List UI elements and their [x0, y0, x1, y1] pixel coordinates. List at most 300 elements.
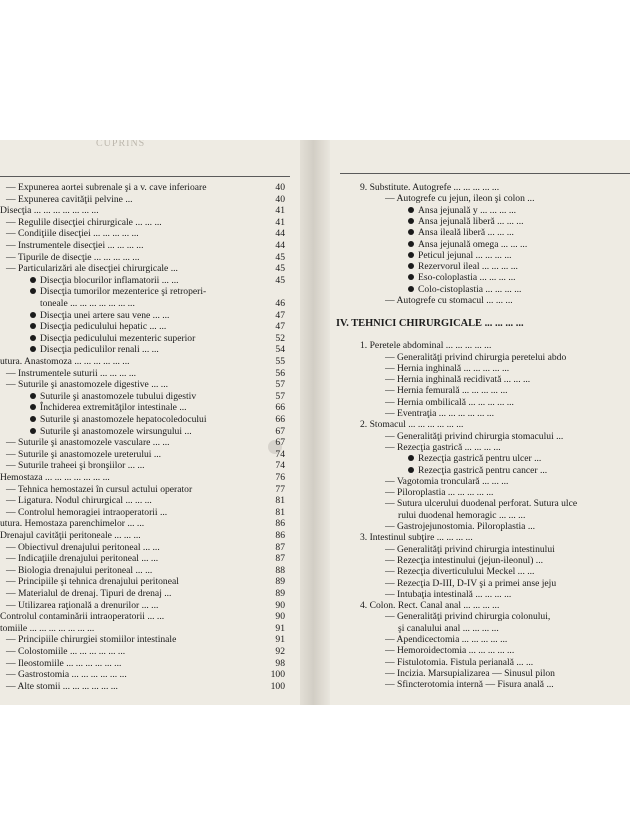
toc-entry-text: Disecţia blocurilor inflamatorii ... ... [40, 274, 179, 286]
toc-entry [30, 426, 285, 438]
toc-entry-text: 3. Intestinul subţire ... ... ... ... [360, 532, 473, 544]
toc-entry [0, 623, 285, 635]
toc-entry [408, 239, 630, 251]
toc-entry-text: — Suturile şi anastomozele ureterului ... [6, 448, 162, 460]
toc-entry-title [408, 261, 518, 273]
toc-entry-text: Drenajul cavităţii peritoneale ... ... ... [0, 530, 141, 541]
toc-entry [385, 645, 630, 657]
toc-entry [6, 646, 285, 658]
toc-entry-title [385, 611, 550, 623]
toc-entry-title [385, 295, 513, 307]
toc-entry-title [6, 240, 143, 252]
toc-entry-text: Ansa jejunală y ... ... ... ... [418, 204, 517, 216]
toc-entry-title [30, 275, 179, 287]
toc-entry [6, 252, 285, 264]
toc-entry-title [6, 588, 171, 600]
toc-entry [408, 216, 630, 228]
toc-entry-text: — Ligatura. Nodul chirurgical ... ... ... [6, 495, 152, 507]
toc-entry [30, 391, 285, 403]
toc-entry [385, 476, 630, 488]
toc-entry-title [0, 356, 130, 368]
toc-entry-title [6, 634, 176, 646]
toc-entry-text: Suturile şi anastomozele tubului digestiv [40, 390, 197, 402]
toc-entry [385, 679, 630, 691]
toc-entry [6, 368, 285, 380]
toc-entry [408, 272, 630, 284]
toc-entry-text: — Generalităţi privind chirurgia peretelui abdo [385, 351, 567, 363]
toc-entry-title [385, 578, 556, 590]
toc-page-number: 66 [275, 414, 285, 425]
toc-entry-title [408, 239, 527, 251]
toc-entry [398, 623, 630, 635]
toc-entry-title [408, 465, 547, 477]
toc-entry-title [6, 576, 179, 588]
toc-entry-title [385, 487, 493, 499]
toc-page-number: 55 [275, 356, 285, 367]
toc-page-number: 41 [275, 205, 285, 217]
toc-entry-text: 2. Stomacul ... ... ... ... ... ... [360, 419, 464, 431]
toc-entry [6, 542, 285, 554]
toc-entry-title [6, 681, 118, 693]
toc-page-number: 44 [275, 228, 285, 240]
toc-entry-text: Eso-coloplastia ... ... ... ... [418, 272, 516, 284]
toc-entry-text: — Hernia ombilicală ... ... ... ... ... [385, 396, 514, 408]
toc-entry [408, 227, 630, 239]
toc-entry-text: — Suturile şi anastomozele digestive ... ... [6, 379, 168, 391]
bullet-icon [408, 286, 414, 292]
bullet-icon [408, 455, 414, 461]
toc-page-number: 66 [275, 402, 285, 414]
toc-entry-title [30, 333, 195, 345]
toc-page-number: 88 [275, 564, 285, 576]
toc-entry-title [6, 194, 133, 206]
toc-entry [385, 408, 630, 420]
bullet-icon [408, 241, 414, 247]
toc-entry-text: Rezecţia gastrică pentru cancer ... [418, 464, 548, 476]
toc-entry [6, 484, 285, 496]
toc-entry-text: — Hernia femurală ... ... ... ... ... [385, 385, 508, 397]
toc-entry [385, 295, 630, 307]
toc-entry-title [408, 272, 516, 284]
toc-entry [360, 600, 630, 612]
toc-entry-title [408, 250, 512, 262]
ink-smudge [268, 440, 282, 454]
toc-entry-text: — Autogrefe cu jejun, ileon şi colon ... [385, 193, 535, 205]
toc-entry-title [408, 227, 514, 239]
toc-entry-title [0, 472, 110, 484]
toc-entry [6, 240, 285, 252]
toc-entry-title [30, 391, 196, 403]
toc-entry [385, 589, 630, 601]
toc-entry-text: — Gastrojejunostomia. Piloroplastia ... [385, 521, 536, 532]
toc-entry [408, 261, 630, 273]
toc-entry [408, 205, 630, 217]
toc-entry-title [385, 668, 555, 680]
toc-page-number: 45 [275, 274, 285, 286]
toc-page-number: 54 [275, 344, 285, 356]
toc-entry-title [6, 669, 127, 681]
toc-entry-title [408, 284, 521, 296]
toc-entry [30, 275, 285, 287]
toc-entry [6, 495, 285, 507]
toc-entry-text: Disecţia pediculilor renali ... ... [40, 344, 159, 356]
toc-section-heading [336, 318, 630, 330]
toc-entry-text: — Incizia. Marsupializarea — Sinusul pilon [385, 667, 555, 679]
toc-entry-title [360, 419, 463, 431]
toc-entry-title [30, 321, 166, 333]
toc-entry-title [30, 402, 187, 414]
toc-entry [385, 352, 630, 364]
bullet-icon [30, 346, 36, 352]
toc-entry-title [40, 298, 135, 310]
toc-entry-text: Rezervorul ileal ... ... ... ... [418, 261, 518, 273]
toc-page-number: 89 [275, 588, 285, 599]
left-page [0, 140, 300, 705]
toc-page-number: 76 [275, 472, 285, 483]
toc-entry-title [6, 658, 121, 670]
toc-page-number: 57 [275, 390, 285, 402]
toc-entry-text: — Utilizarea raţională a drenurilor ... ... [6, 599, 159, 611]
toc-page-number: 67 [275, 425, 285, 437]
toc-entry [385, 193, 630, 205]
toc-page-number: 77 [275, 483, 285, 495]
toc-entry-title [6, 507, 167, 519]
toc-page-number: 81 [275, 495, 285, 507]
bullet-icon [30, 416, 36, 422]
toc-entry-title [0, 623, 94, 635]
toc-entry-title [6, 553, 158, 565]
toc-entry [408, 453, 630, 465]
toc-entry-title [6, 449, 161, 461]
toc-entry-title [385, 431, 563, 443]
toc-page-number: 46 [275, 298, 285, 309]
toc-entry-text: — Generalităţi privind chirurgia intestinului [385, 543, 555, 555]
toc-entry [385, 487, 630, 499]
toc-entry-title [30, 414, 207, 426]
toc-entry-text: — Piloroplastia ... ... ... ... ... [385, 487, 494, 499]
toc-entry-title [360, 532, 473, 544]
toc-page-number: 47 [275, 309, 285, 321]
bullet-icon [30, 312, 36, 318]
toc-page-number: 67 [275, 437, 285, 449]
toc-entry [385, 498, 630, 510]
toc-entry [6, 588, 285, 600]
toc-entry [6, 634, 285, 646]
toc-entry-text: — Sutura ulcerului duodenal perforat. Sutura ulce [385, 498, 578, 510]
toc-entry [385, 431, 630, 443]
toc-entry-text: şi canalului anal ... ... ... ... [398, 622, 499, 634]
toc-entry-title [360, 182, 499, 194]
toc-entry-text: — Biologia drenajului peritoneal ... ... [6, 564, 153, 576]
toc-entry-text: — Colostomiile ... ... ... ... ... ... [6, 646, 126, 657]
toc-page-number: 81 [275, 506, 285, 518]
bullet-icon [30, 323, 36, 329]
toc-entry-title [385, 385, 508, 397]
bullet-icon [408, 218, 414, 224]
toc-page-number: 98 [275, 657, 285, 669]
toc-entry-title [336, 318, 524, 330]
toc-entry [360, 340, 630, 352]
toc-entry-text: — Regulile disecţiei chirurgicale ... ... ... [6, 216, 162, 228]
toc-entry-text: — Condiţiile disecţiei ... ... ... ... ... [6, 228, 139, 240]
toc-page-number: 45 [275, 263, 285, 275]
toc-entry [385, 544, 630, 556]
bullet-icon [408, 207, 414, 213]
toc-entry [30, 402, 285, 414]
toc-entry [408, 250, 630, 262]
toc-entry-text: utura. Hemostaza parenchimelor ... ... [0, 518, 145, 530]
bullet-icon [408, 274, 414, 280]
toc-entry-title [385, 657, 533, 669]
toc-entry-text: Peticul jejunal ... ... ... ... [418, 249, 512, 261]
toc-page-number: 92 [275, 646, 285, 657]
toc-entry-text: Rezecţia gastrică pentru ulcer ... [418, 453, 542, 465]
toc-entry-text: Colo-cistoplastia ... ... ... ... [418, 283, 522, 295]
toc-entry [6, 460, 285, 472]
toc-entry [385, 555, 630, 567]
book-gutter [300, 140, 330, 705]
toc-entry [6, 194, 285, 206]
toc-entry [385, 385, 630, 397]
toc-entry-title [385, 679, 554, 691]
toc-page-number: 44 [275, 240, 285, 251]
toc-entry [6, 576, 285, 588]
toc-entry-text: 1. Peretele abdominal ... ... ... ... ... [360, 340, 492, 352]
toc-entry-text: — Tehnica hemostazei în cursul actului operator [6, 483, 193, 495]
toc-entry [385, 668, 630, 680]
bullet-icon [30, 404, 36, 410]
toc-page-number: 87 [275, 553, 285, 565]
toc-entry-text: 4. Colon. Rect. Canal anal ... ... ... ... [360, 600, 500, 612]
toc-entry-title [385, 352, 566, 364]
toc-entry-text: — Controlul hemoragiei intraoperatorii ... [6, 506, 168, 518]
toc-entry-text: Hemostaza ... ... ... ... ... ... ... [0, 472, 110, 483]
toc-entry-text: — Instrumentele disecţiei ... ... ... ... [6, 240, 144, 251]
toc-entry-title [6, 542, 160, 554]
toc-entry-text: — Rezecţia gastrică ... ... ... ... [385, 441, 501, 453]
toc-entry-text: — Generalităţi privind chirurgia colonului, [385, 611, 551, 623]
toc-entry-title [6, 379, 168, 391]
toc-entry-text: — Principiile şi tehnica drenajului peritoneal [6, 576, 179, 588]
toc-entry-text: — Hernia inghinală recidivată ... ... ... [385, 374, 531, 386]
toc-entry [385, 566, 630, 578]
toc-entry [6, 565, 285, 577]
toc-entry [6, 507, 285, 519]
bullet-icon [30, 428, 36, 434]
toc-entry-text: — Autogrefe cu stomacul ... ... ... [385, 295, 513, 306]
toc-entry-text: Disecţia ... ... ... ... ... ... ... [0, 205, 99, 217]
toc-entry-text: Ansa jejunală omega ... ... ... [418, 238, 528, 250]
toc-entry-title [6, 263, 178, 275]
toc-entry-text: Controlul contaminării intraoperatorii ... ... [0, 611, 165, 623]
toc-entry-title [30, 344, 159, 356]
toc-entry [360, 182, 630, 194]
toc-entry [6, 379, 285, 391]
toc-entry-text: — Alte stomii ... ... ... ... ... ... [6, 680, 118, 692]
toc-page-number: 91 [275, 622, 285, 634]
toc-entry [0, 530, 285, 542]
toc-entry-text: — Suturile şi anastomozele vasculare ... ... [6, 437, 170, 449]
toc-entry-title [6, 460, 145, 472]
toc-entry-text: Disecţia tumorilor mezenterice şi retroperi- [40, 286, 207, 298]
toc-entry [30, 333, 285, 345]
toc-page-number: 74 [275, 460, 285, 472]
toc-entry-title [6, 182, 206, 194]
toc-entry-text: — Eventraţia ... ... ... ... ... ... [385, 408, 494, 419]
toc-entry-text: — Sfincterotomia internă — Fisura anală ... [385, 679, 554, 691]
toc-entry [385, 397, 630, 409]
toc-entry [0, 205, 285, 217]
toc-page-number: 91 [275, 634, 285, 646]
toc-entry-title [6, 565, 152, 577]
toc-entry [30, 344, 285, 356]
bullet-icon [30, 288, 36, 294]
toc-entry-title [385, 645, 514, 657]
toc-page-number: 100 [270, 680, 285, 692]
bullet-icon [30, 393, 36, 399]
toc-entry [385, 634, 630, 646]
toc-entry-text: Ansa jejunală liberă ... ... ... [418, 215, 524, 227]
toc-entry [336, 306, 630, 318]
toc-entry-title [385, 193, 534, 205]
toc-entry-text: — Expunerea aortei subrenale şi a v. cave inferioare [6, 182, 207, 193]
toc-entry [385, 521, 630, 533]
toc-entry-text: — Gastrostomia ... ... ... ... ... ... [6, 669, 127, 681]
toc-page-number: 56 [275, 367, 285, 379]
toc-entry-title [6, 228, 139, 240]
bullet-icon [30, 277, 36, 283]
toc-entry-text: Suturile şi anastomozele hepatocoledocului [40, 414, 207, 425]
toc-page-number: 89 [275, 576, 285, 588]
toc-entry-title [385, 363, 509, 375]
toc-entry-title [408, 216, 524, 228]
toc-entry [6, 449, 285, 461]
toc-entry [408, 284, 630, 296]
toc-entry [6, 217, 285, 229]
toc-entry [0, 472, 285, 484]
toc-entry [6, 669, 285, 681]
toc-entry [385, 374, 630, 386]
toc-page-number: 90 [275, 599, 285, 611]
toc-entry-text: Disecţia unei artere sau vene ... ... [40, 309, 170, 321]
toc-page-number: 100 [270, 669, 285, 681]
toc-entry-text: Suturile şi anastomozele wirsungului ... [40, 425, 192, 437]
bullet-icon [30, 335, 36, 341]
toc-page-number: 90 [275, 611, 285, 623]
toc-entry-title [385, 374, 530, 386]
toc-entry-text: — Tipurile de disecţie ... ... ... ... ... [6, 251, 140, 263]
toc-entry-text: — Suturile traheei şi bronşiilor ... ... [6, 460, 145, 472]
right-page [330, 140, 630, 705]
toc-entry-text: Disecţia pediculului mezenteric superior [40, 332, 196, 344]
toc-page-number: 40 [275, 182, 285, 193]
top-rule [340, 173, 630, 174]
toc-page-number: 47 [275, 321, 285, 333]
toc-entry-title [6, 252, 140, 264]
toc-entry [6, 553, 285, 565]
toc-entry [408, 465, 630, 477]
toc-entry-text: Ansa ileală liberă ... ... ... [418, 227, 514, 239]
toc-page-number: 86 [275, 518, 285, 530]
toc-entry [6, 182, 285, 194]
toc-entry [336, 329, 630, 341]
toc-entry-text: — Generalităţi privind chirurgia stomacului ... [385, 430, 564, 442]
toc-page-number: 40 [275, 193, 285, 205]
bullet-icon [408, 252, 414, 258]
toc-entry [6, 658, 285, 670]
toc-entry-text: rului duodenal hemoragic ... ... ... [398, 509, 526, 521]
toc-entry-text: utura. Anastomoza ... ... ... ... ... ... [0, 356, 130, 367]
toc-entry-title [385, 555, 543, 567]
toc-entry-text: — Particularizări ale disecţiei chirurgicale ... [6, 263, 178, 275]
toc-entry-title [6, 437, 170, 449]
toc-entry-title [6, 368, 136, 380]
toc-entry-title [0, 611, 164, 623]
toc-entry-title [398, 510, 525, 522]
toc-entry [385, 442, 630, 454]
toc-entry-text: IV. TEHNICI CHIRURGICALE ... ... ... ... [336, 317, 524, 329]
toc-entry-title [385, 397, 514, 409]
toc-entry-title [30, 310, 169, 322]
toc-entry [0, 611, 285, 623]
toc-entry-text: — Intubaţia intestinală ... ... ... ... [385, 588, 512, 600]
toc-entry-title [6, 495, 152, 507]
toc-entry [360, 419, 630, 431]
toc-page-number: 57 [275, 379, 285, 391]
toc-entry-title [6, 646, 125, 658]
toc-entry-title [6, 600, 158, 612]
bullet-icon [408, 467, 414, 473]
toc-page-number: 87 [275, 541, 285, 553]
toc-entry-title [385, 544, 555, 556]
toc-entry-title [385, 498, 577, 510]
book-spread [0, 140, 630, 705]
toc-entry-title [385, 476, 508, 488]
bullet-icon [408, 229, 414, 235]
toc-entry [385, 657, 630, 669]
toc-entry-title [6, 484, 192, 496]
toc-entry [398, 510, 630, 522]
toc-entry-text: toneale ... ... ... ... ... ... ... [40, 298, 135, 309]
toc-entry-title [385, 589, 511, 601]
toc-entry [0, 356, 285, 368]
toc-entry-title [360, 600, 499, 612]
toc-page-number: 52 [275, 332, 285, 344]
toc-entry-title [0, 205, 99, 217]
toc-entry-text: — Rezecţia diverticulului Meckel ... ... [385, 566, 535, 578]
toc-entry-title [0, 518, 144, 530]
toc-entry-title [385, 442, 501, 454]
toc-entry [6, 263, 285, 275]
toc-entry-text: tomiile ... ... ... ... ... ... ... [0, 622, 95, 634]
toc-entry-text: — Instrumentele suturii ... ... ... ... [6, 367, 137, 379]
toc-entry-title [408, 205, 516, 217]
toc-entry [40, 298, 285, 310]
toc-entry-text: Închiderea extremităţilor intestinale ... [40, 402, 187, 414]
toc-entry [0, 518, 285, 530]
toc-entry-text: — Indicaţiile drenajului peritoneal ... ... [6, 553, 159, 565]
toc-entry [30, 310, 285, 322]
toc-page-number: 86 [275, 530, 285, 541]
toc-entry [6, 228, 285, 240]
toc-entry [6, 681, 285, 693]
toc-entry-text: Disecţia pediculului hepatic ... ... [40, 321, 167, 333]
toc-entry-title [408, 453, 541, 465]
toc-entry-text: — Ileostomiile ... ... ... ... ... ... [6, 657, 122, 669]
toc-entry-text: — Hernia inghinală ... ... ... ... ... [385, 362, 510, 374]
toc-entry-title [0, 530, 141, 542]
toc-entry [360, 532, 630, 544]
